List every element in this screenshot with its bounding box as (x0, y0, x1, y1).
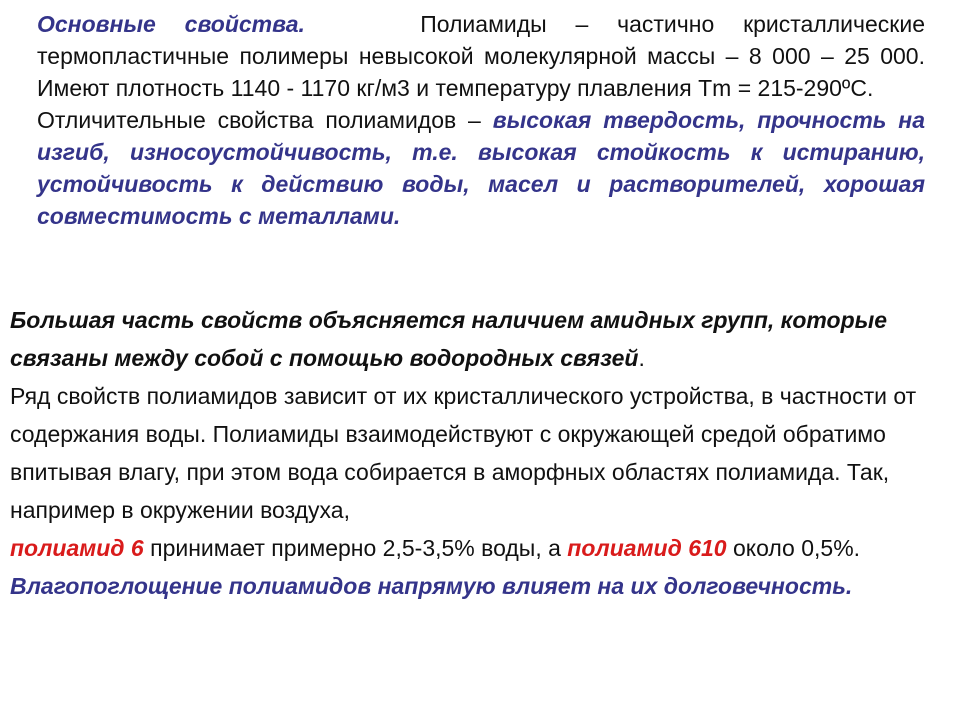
conclusion-paragraph (10, 567, 955, 605)
absorption-tail: около 0,5%. (726, 535, 861, 561)
conclusion-text: Влагопоглощение полиамидов напрямую влияет на их долговечность. (10, 573, 853, 599)
distinctive-properties-paragraph (37, 104, 925, 232)
section-lead: Основные свойства. (37, 11, 305, 37)
properties-paragraph (37, 8, 925, 104)
polyamide-description: Полиамиды – частично кристаллические термопластичные полимеры невысокой молекулярной массы – 8 000 – 25 000. Имеют плотность 1140 - 1170 кг/м3 и температуру плавления Tm = 215-290ºC. (37, 11, 925, 101)
amide-groups-text: Большая часть свойств объясняется наличием амидных групп, которые связаны между собой с помощью водородных связей (10, 307, 888, 371)
water-absorption-paragraph (10, 377, 955, 567)
distinctive-list: высокая твердость, прочность на изгиб, износоустойчивость, т.е. высокая стойкость к истиранию, устойчивость к действию воды, масел и растворителей, хорошая совместимость с металлами. (37, 107, 925, 229)
amide-groups-paragraph (10, 301, 955, 377)
polyamide-610-label: полиамид 610 (567, 535, 727, 561)
polyamide-6-label: полиамид 6 (10, 535, 144, 561)
amide-groups-period: . (638, 345, 645, 371)
explanation-block (10, 301, 955, 605)
properties-block (37, 8, 925, 232)
distinctive-intro: Отличительные свойства полиамидов – (37, 107, 493, 133)
absorption-middle: принимает примерно 2,5-3,5% воды, а (143, 535, 568, 561)
water-absorption-text: Ряд свойств полиамидов зависит от их кристаллического устройства, в частности от содержания воды. Полиамиды взаимодействуют с окружающей средой обратимо впитывая влагу, при этом вода собирается в аморфных областях полиамида. Так, например в окружении воздуха, (10, 383, 917, 523)
